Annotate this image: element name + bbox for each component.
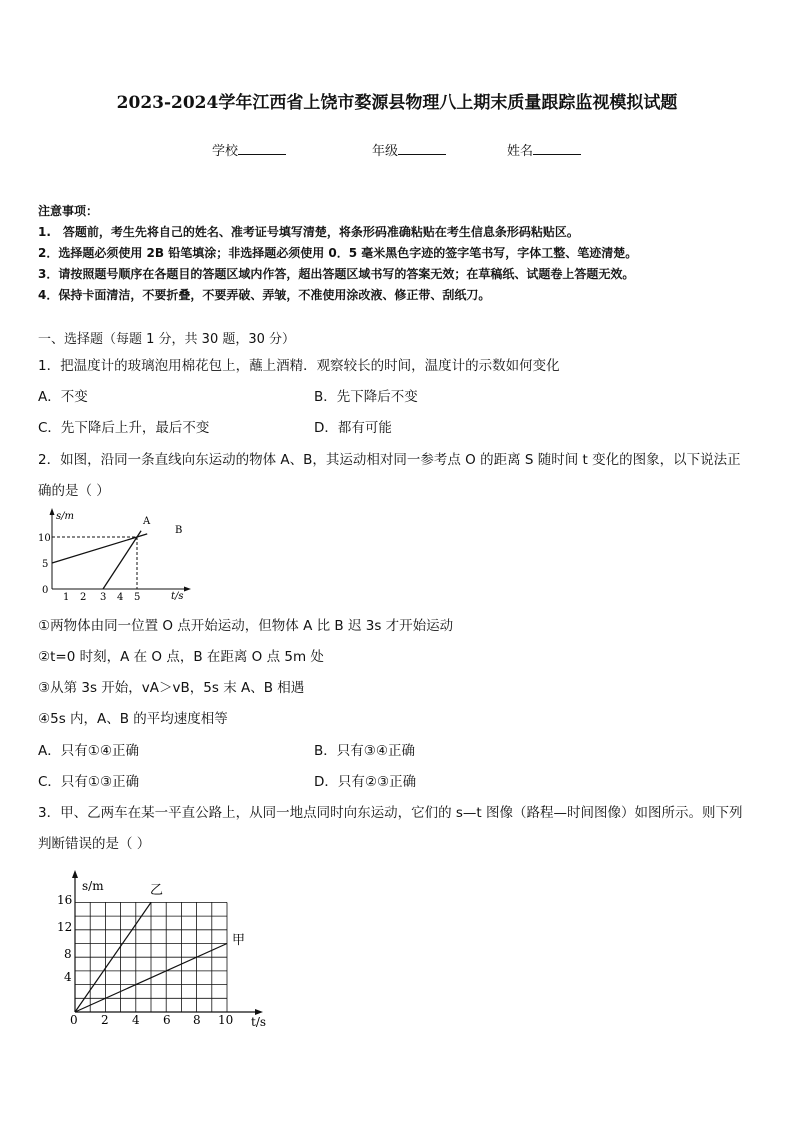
x-tick-label: 4 [117, 592, 124, 603]
y-axis-arrow [50, 508, 55, 515]
x-axis-label: t/s [251, 1015, 267, 1029]
school-field [212, 140, 286, 159]
school-blank [238, 142, 286, 155]
y-axis-arrow [72, 870, 78, 878]
note-item: 4．保持卡面清洁，不要折叠，不要弄破、弄皱，不准使用涂改液、修正带、刮纸刀。 [38, 288, 491, 302]
y-tick-label: 10 [38, 533, 51, 544]
q3-graph [55, 868, 280, 1033]
q3-stem-cont: 判断错误的是（ ） [38, 836, 151, 852]
note-item: 3．请按照题号顺序在各题目的答题区域内作答，超出答题区域书写的答案无效；在草稿纸、试题卷上答题无效。 [38, 267, 635, 281]
grade-label: 年级 [372, 144, 399, 159]
q2-option-c: C．只有①③正确 [38, 774, 140, 790]
x-tick-label: 2 [80, 592, 87, 603]
q3-stem: 3．甲、乙两车在某一平直公路上，从同一地点同时向东运动，它们的 s—t 图像（路程—时间图像）如图所示。则下列 [38, 805, 743, 821]
q2-option-a: A．只有①④正确 [38, 743, 139, 759]
y-axis-label: s/m [56, 511, 74, 522]
q1-option-a: A．不变 [38, 389, 88, 405]
q2-graph [30, 505, 195, 605]
q2-statement-3: ③从第 3s 开始，vA＞vB，5s 末 A、B 相遇 [38, 680, 305, 696]
series-a-label: A [143, 516, 151, 527]
series-b-line [52, 534, 147, 563]
q2-statement-1: ①两物体由同一位置 O 点开始运动，但物体 A 比 B 迟 3s 才开始运动 [38, 618, 454, 634]
name-blank [533, 142, 581, 155]
school-label: 学校 [212, 144, 239, 159]
y-tick-label: 8 [64, 947, 72, 961]
q1-stem: 1．把温度计的玻璃泡用棉花包上，蘸上酒精．观察较长的时间，温度计的示数如何变化 [38, 358, 560, 374]
q2-stem: 2．如图，沿同一条直线向东运动的物体 A、B，其运动相对同一参考点 O 的距离 S 随时间 t 变化的图象，以下说法正 [38, 452, 741, 468]
q1-option-b: B．先下降后不变 [314, 389, 418, 405]
x-tick-label: 3 [100, 592, 107, 603]
q2-statement-2: ②t=0 时刻，A 在 O 点，B 在距离 O 点 5m 处 [38, 649, 324, 665]
x-axis-label: t/s [171, 591, 184, 602]
x-tick-label: 0 [70, 1013, 78, 1027]
q2-stem-cont: 确的是（ ） [38, 483, 110, 499]
grid [75, 902, 227, 1012]
section-title: 一、选择题（每题 1 分，共 30 题，30 分） [38, 332, 296, 347]
notes-heading: 注意事项： [38, 204, 99, 218]
x-tick-label: 1 [63, 592, 70, 603]
x-axis-arrow [184, 587, 191, 592]
series-yi-label: 乙 [150, 883, 164, 898]
x-tick-label: 10 [218, 1013, 234, 1027]
x-tick-label: 6 [163, 1013, 171, 1027]
x-tick-label: 2 [101, 1013, 109, 1027]
q2-statement-4: ④5s 内，A、B 的平均速度相等 [38, 711, 228, 727]
note-item: 2．选择题必须使用 2B 铅笔填涂；非选择题必须使用 0．5 毫米黑色字迹的签字笔书写，字体工整、笔迹清楚。 [38, 246, 638, 260]
x-tick-label: 8 [193, 1013, 201, 1027]
grade-blank [398, 142, 446, 155]
y-tick-label: 0 [42, 585, 49, 596]
q1-option-d: D．都有可能 [314, 420, 392, 436]
y-tick-label: 12 [57, 920, 73, 934]
series-jia-label: 甲 [232, 933, 246, 948]
series-a-line [103, 531, 141, 589]
q2-option-d: D．只有②③正确 [314, 774, 417, 790]
note-item: 1. 答题前，考生先将自己的姓名、准考证号填写清楚，将条形码准确粘贴在考生信息条形码粘贴区。 [38, 225, 579, 239]
x-tick-label: 4 [132, 1013, 140, 1027]
y-tick-label: 4 [64, 970, 72, 984]
page-title: 2023-2024学年江西省上饶市婺源县物理八上期末质量跟踪监视模拟试题 [116, 93, 678, 113]
y-tick-label: 5 [42, 559, 49, 570]
name-field [507, 140, 581, 159]
q2-option-b: B．只有③④正确 [314, 743, 415, 759]
series-b-label: B [175, 525, 183, 536]
x-tick-label: 5 [134, 592, 141, 603]
grade-field [372, 140, 446, 159]
y-tick-label: 16 [57, 893, 73, 907]
y-axis-label: s/m [82, 879, 104, 893]
q1-option-c: C．先下降后上升，最后不变 [38, 420, 210, 436]
name-label: 姓名 [507, 144, 534, 159]
